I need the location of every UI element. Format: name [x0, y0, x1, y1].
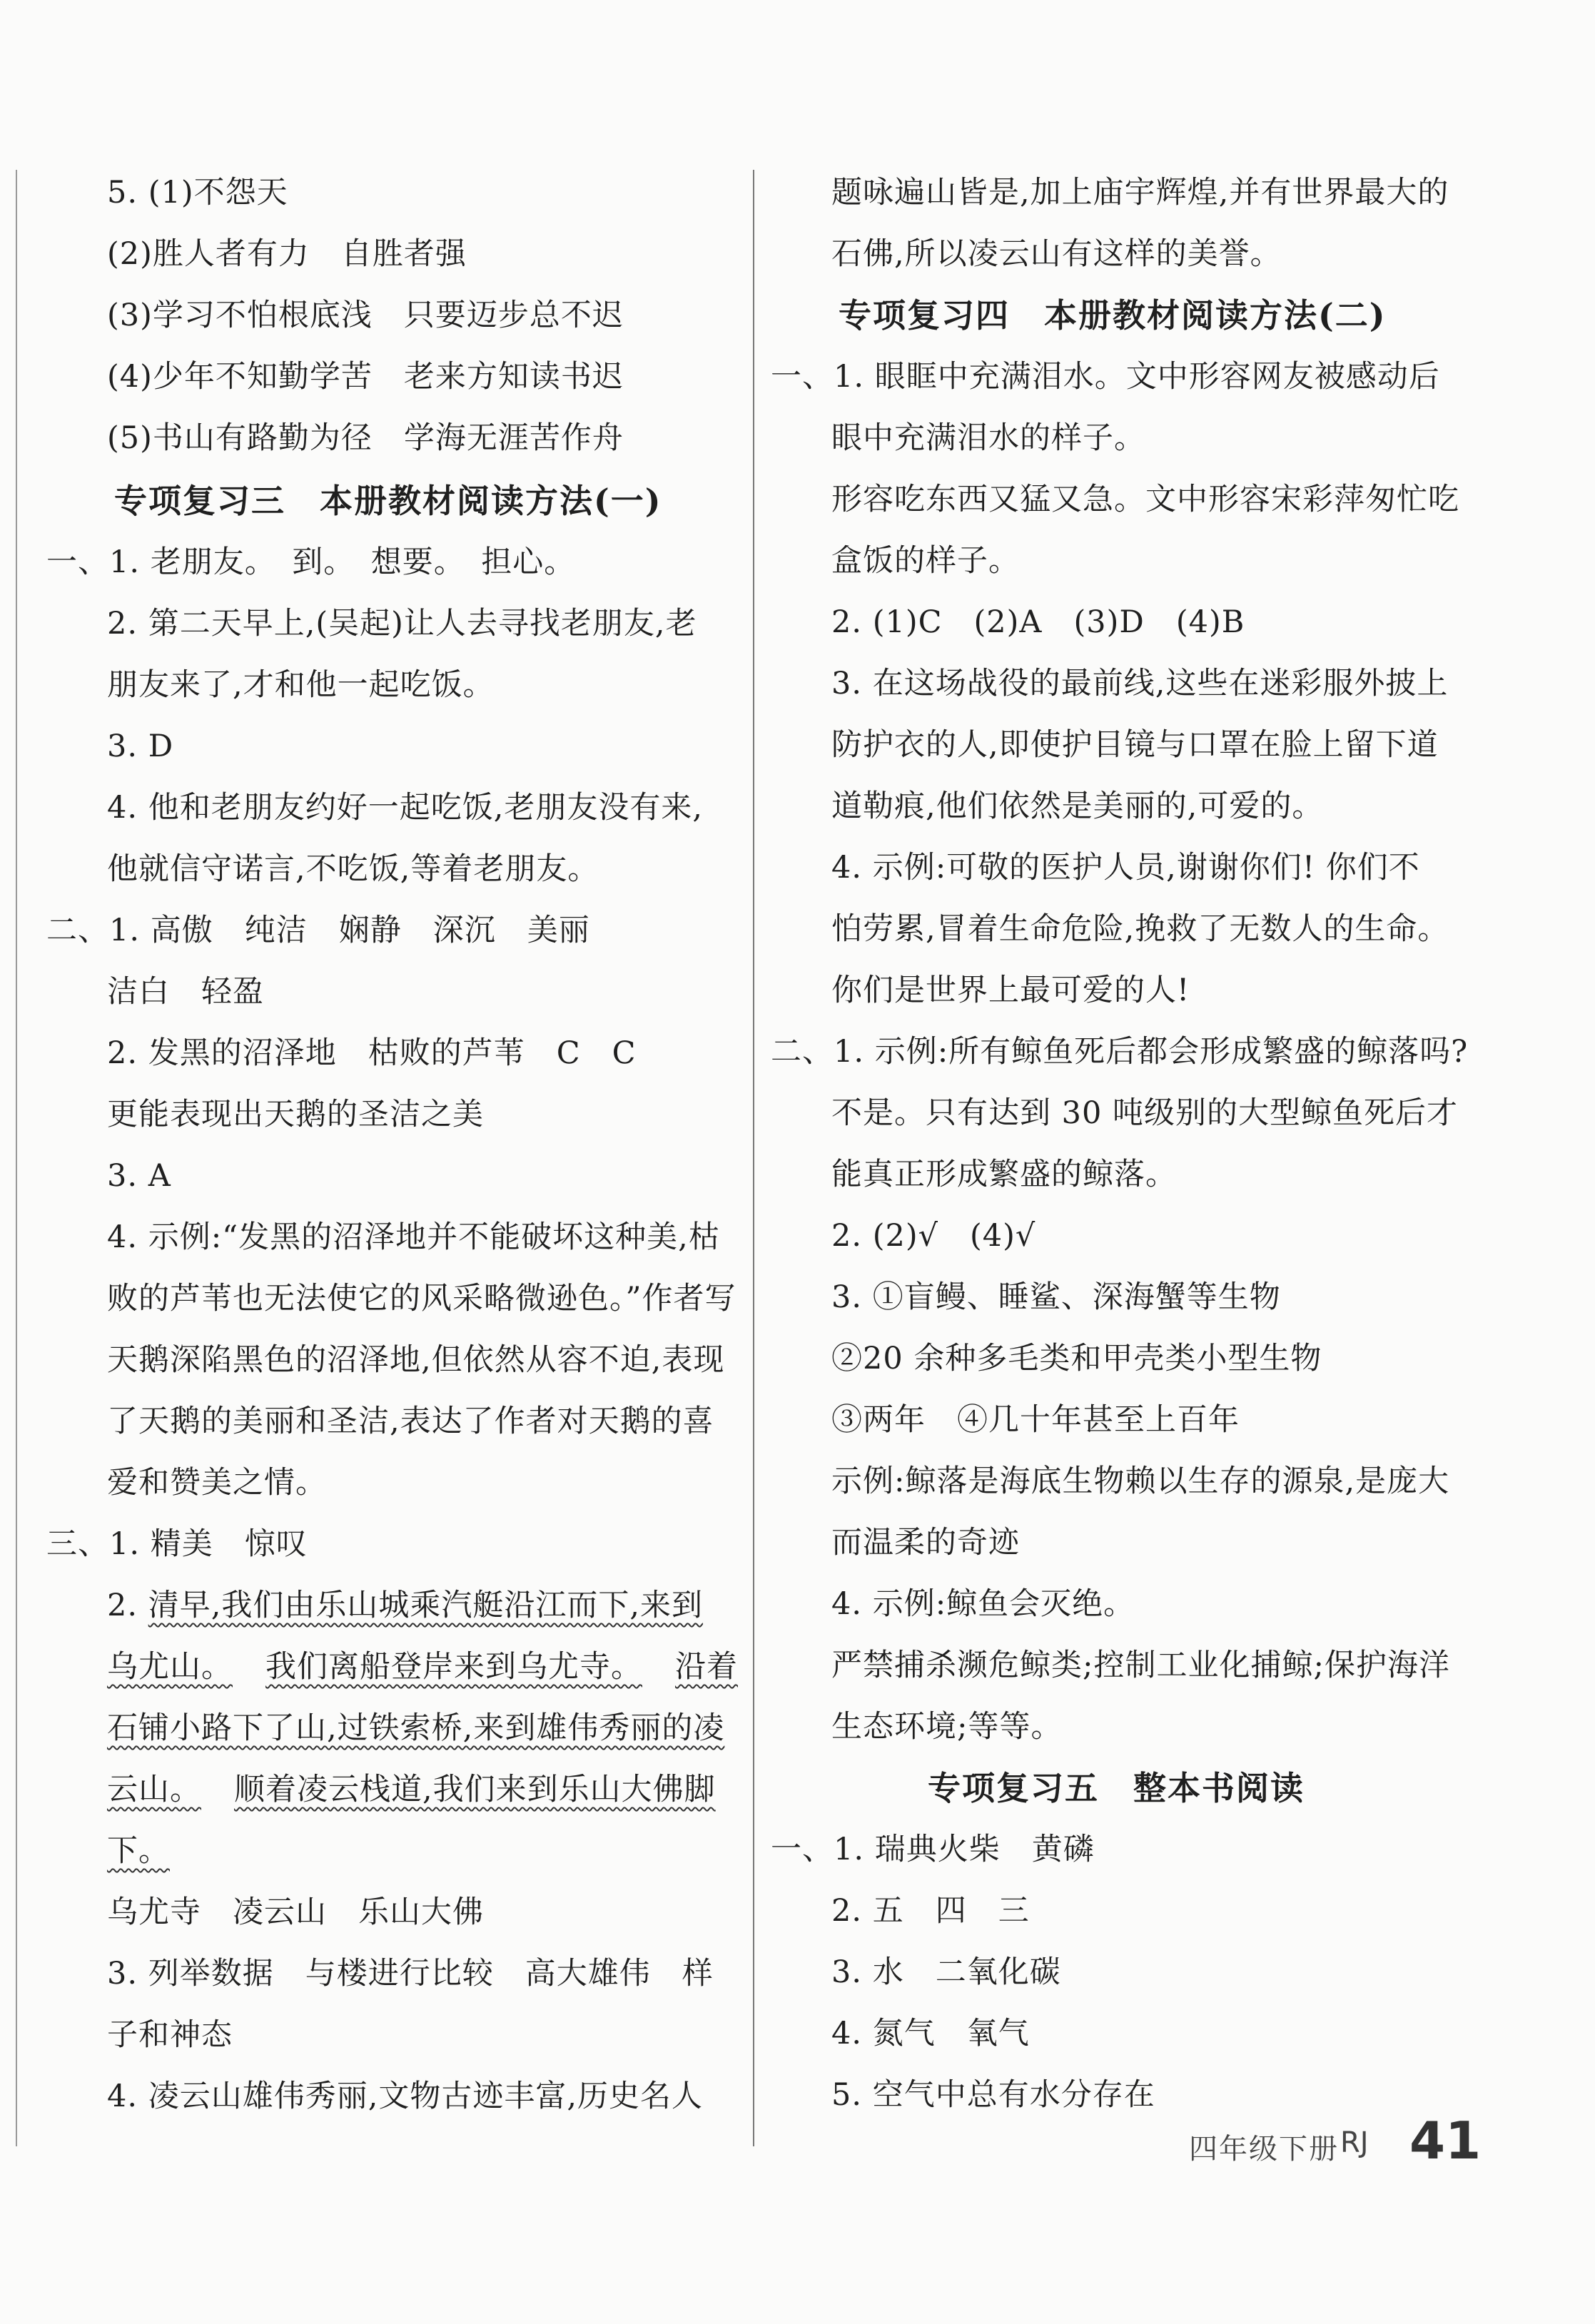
answer-line: 盒饭的样子。	[831, 543, 1020, 579]
answer-line: 4. 示例:鲸鱼会灭绝。	[831, 1586, 1135, 1622]
answer-line: 4. 示例:“发黑的沼泽地并不能破坏这种美,枯	[107, 1219, 720, 1255]
answer-line: 一、1. 老朋友。 到。 想要。 担心。	[46, 544, 576, 580]
answer-line: 3. A	[107, 1158, 171, 1194]
answer-line: 3. D	[107, 729, 174, 764]
item-number: 2.	[107, 1588, 138, 1623]
underlined-sentence: 下。	[107, 1833, 170, 1869]
answer-line: 能真正形成繁盛的鲸落。	[831, 1157, 1177, 1192]
answer-line: 示例:鲸落是海底生物赖以生存的源泉,是庞大	[831, 1463, 1450, 1499]
answer-line: 而温柔的奇迹	[831, 1525, 1020, 1561]
answer-line: ②20 余种多毛类和甲壳类小型生物	[831, 1341, 1322, 1376]
answer-line: 你们是世界上最可爱的人!	[831, 973, 1190, 1008]
answer-line: 2. (1)C (2)A (3)D (4)B	[831, 604, 1245, 640]
footer-edition-label: RJ	[1340, 2126, 1369, 2159]
answer-line: ③两年 ④几十年甚至上百年	[831, 1402, 1240, 1438]
answer-line: 4. 示例:可敬的医护人员,谢谢你们! 你们不	[831, 850, 1420, 886]
column-divider	[753, 170, 754, 2146]
answer-line: 怕劳累,冒着生命危险,挽救了无数人的生命。	[831, 911, 1449, 947]
answer-line: 5. 空气中总有水分存在	[831, 2077, 1155, 2113]
answer-line: 石佛,所以凌云山有这样的美誉。	[831, 236, 1282, 272]
answer-line: 朋友来了,才和他一起吃饭。	[107, 667, 495, 703]
answer-line	[107, 1768, 716, 1811]
answer-line: 爱和赞美之情。	[107, 1465, 327, 1501]
answer-line: 形容吃东西又猛又急。文中形容宋彩萍匆忙吃	[831, 482, 1459, 517]
answer-line: 败的芦苇也无法使它的风采略微逊色。”作者写	[107, 1281, 736, 1316]
answer-line: 3. ①盲鳗、睡鲨、深海蟹等生物	[831, 1279, 1281, 1315]
answer-line: (2)胜人者有力 自胜者强	[107, 236, 467, 272]
underlined-sentence: 乌尤山。	[107, 1649, 233, 1685]
answer-line: 2. 五 四 三	[831, 1893, 1030, 1929]
answer-line: 题咏遍山皆是,加上庙宇辉煌,并有世界最大的	[831, 175, 1449, 210]
answer-line: 乌尤寺 凌云山 乐山大佛	[107, 1894, 484, 1930]
answer-line: 生态环境;等等。	[831, 1709, 1063, 1745]
underlined-sentence: 云山。	[107, 1772, 201, 1807]
section-title: 专项复习五 整本书阅读	[928, 1769, 1305, 1807]
underlined-sentence: 沿着	[675, 1649, 738, 1685]
answer-line: 4. 凌云山雄伟秀丽,文物古迹丰富,历史名人	[107, 2079, 704, 2114]
answer-line: 2. 第二天早上,(吴起)让人去寻找老朋友,老	[107, 606, 697, 641]
answer-line: 5. (1)不怨天	[107, 175, 288, 210]
answer-line: 道勒痕,他们依然是美丽的,可爱的。	[831, 788, 1324, 824]
answer-line: 2. 发黑的沼泽地 枯败的芦苇 C C	[107, 1035, 637, 1071]
answer-line	[107, 1584, 703, 1627]
underlined-sentence: 清早,我们由乐山城乘汽艇沿江而下,来到	[148, 1588, 704, 1623]
answer-line: 二、1. 高傲 纯洁 娴静 深沉 美丽	[46, 913, 590, 948]
answer-line: 天鹅深陷黑色的沼泽地,但依然从容不迫,表现	[107, 1342, 725, 1378]
answer-line: 4. 他和老朋友约好一起吃饭,老朋友没有来,	[107, 790, 704, 826]
answer-line: 更能表现出天鹅的圣洁之美	[107, 1097, 484, 1132]
answer-line: (3)学习不怕根底浅 只要迈步总不迟	[107, 298, 624, 333]
section-title: 专项复习三 本册教材阅读方法(一)	[114, 482, 662, 520]
answer-line: 他就信守诺言,不吃饭,等着老朋友。	[107, 851, 599, 887]
footer-grade-label: 四年级下册	[1189, 2133, 1339, 2166]
binding-edge-line	[16, 170, 17, 2146]
answer-line: 2. (2)√ (4)√	[831, 1218, 1036, 1254]
underlined-sentence: 顺着凌云栈道,我们来到乐山大佛脚	[234, 1772, 716, 1807]
answer-line: 3. 水 二氧化碳	[831, 1954, 1061, 1990]
answer-line: (4)少年不知勤学苦 老来方知读书迟	[107, 359, 624, 395]
answer-line: 眼中充满泪水的样子。	[831, 420, 1145, 456]
answer-line: 二、1. 示例:所有鲸鱼死后都会形成繁盛的鲸落吗?	[771, 1034, 1469, 1070]
page-number: 41	[1409, 2111, 1482, 2171]
underlined-sentence: 石铺小路下了山,过铁索桥,来到雄伟秀丽的凌	[107, 1710, 725, 1746]
answer-line: 一、1. 瑞典火柴 黄磷	[771, 1832, 1095, 1867]
answer-line: 不是。只有达到 30 吨级别的大型鲸鱼死后才	[831, 1095, 1459, 1131]
answer-line: 3. 在这场战役的最前线,这些在迷彩服外披上	[831, 666, 1449, 701]
answer-line: 3. 列举数据 与楼进行比较 高大雄伟 样	[107, 1956, 714, 1991]
answer-line: 一、1. 眼眶中充满泪水。文中形容网友被感动后	[771, 359, 1440, 395]
answer-line: 子和神态	[107, 2017, 233, 2053]
underlined-sentence: 我们离船登岸来到乌尤寺。	[265, 1649, 642, 1685]
answer-line	[107, 1645, 738, 1688]
answer-line: 防护衣的人,即使护目镜与口罩在脸上留下道	[831, 727, 1439, 763]
answer-line	[107, 1830, 170, 1872]
section-title: 专项复习四 本册教材阅读方法(二)	[839, 296, 1387, 335]
answer-line: 洁白 轻盈	[107, 974, 264, 1010]
answer-line: 三、1. 精美 惊叹	[46, 1526, 308, 1562]
answer-line: 严禁捕杀濒危鲸类;控制工业化捕鲸;保护海洋	[831, 1648, 1450, 1683]
answer-line: 4. 氮气 氧气	[831, 2016, 1030, 2051]
answer-line: 了天鹅的美丽和圣洁,表达了作者对天鹅的喜	[107, 1404, 714, 1439]
answer-line	[107, 1707, 724, 1750]
answer-line: (5)书山有路勤为径 学海无涯苦作舟	[107, 420, 624, 456]
